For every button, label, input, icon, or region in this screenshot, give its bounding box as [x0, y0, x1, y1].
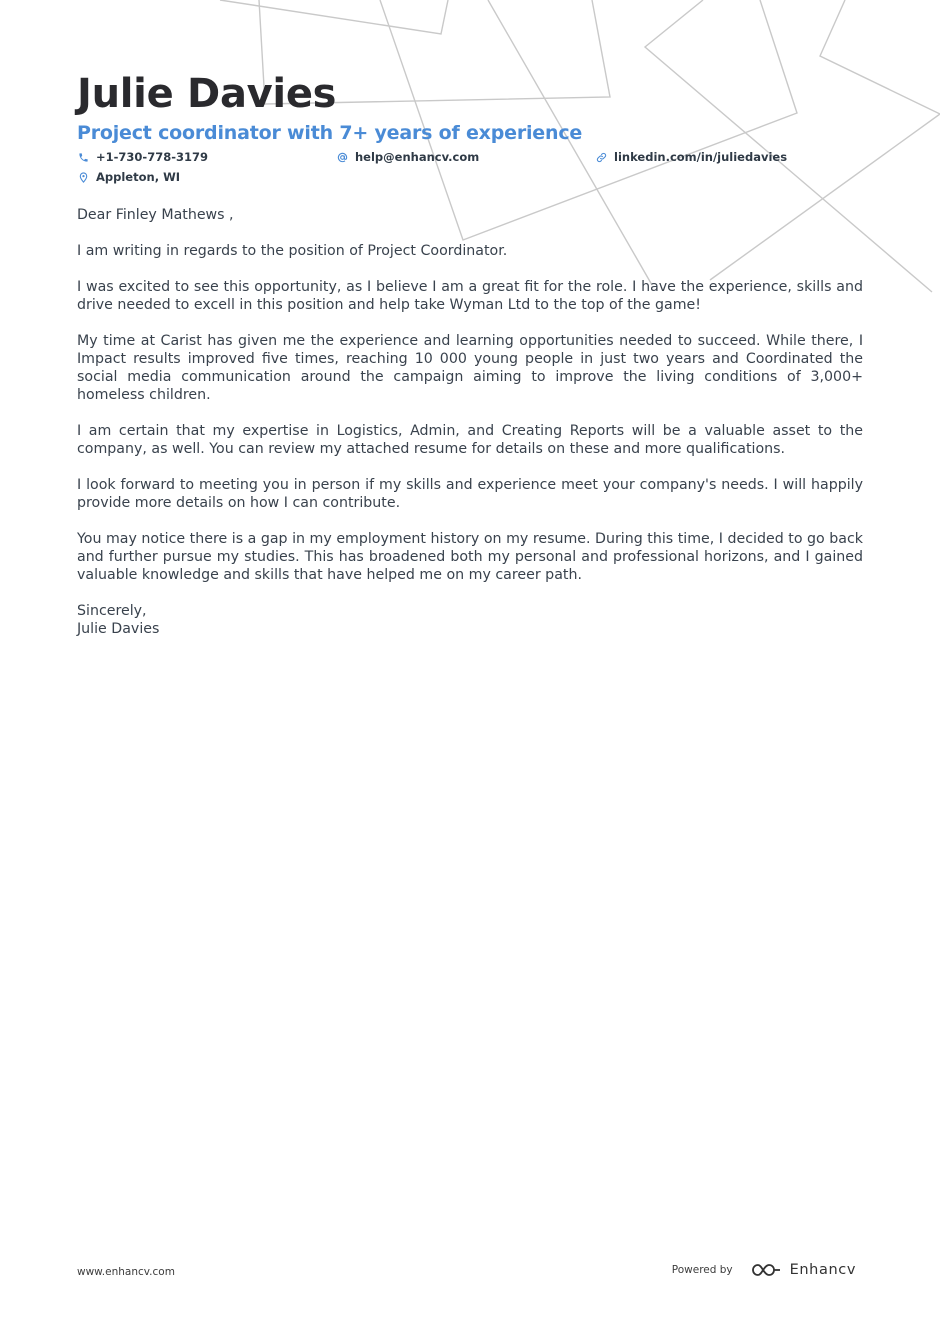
link-icon	[595, 151, 607, 163]
at-icon	[336, 151, 348, 163]
letter-paragraph: You may notice there is a gap in my employment history on my resume. During this time, I decided to go back and further pursue my studies. This has broadened both my personal and professional horizons, and I gained valuable knowledge and skills that have helped me on my career path.	[77, 531, 863, 583]
letter-paragraph: My time at Carist has given me the experience and learning opportunities needed to succeed. While there, I Impact results improved five times, reaching 10 000 young people in just two years and Coordinated the social media communication around the campaign aiming to improve the living conditions of 3,000+ homeless children.	[77, 333, 863, 403]
location-text: Appleton, WI	[96, 170, 181, 184]
brand-name: Enhancv	[789, 1262, 856, 1278]
letter-paragraph: I am certain that my expertise in Logistics, Admin, and Creating Reports will be a valuable asset to the company, as well. You can review my attached resume for details on these and more qualifications.	[77, 423, 863, 457]
powered-by-label: Powered by	[671, 1264, 733, 1276]
letter-closing: Sincerely,	[77, 603, 147, 619]
letter-header	[77, 70, 867, 192]
contact-email[interactable]	[336, 150, 479, 164]
applicant-name: Julie Davies	[77, 71, 337, 117]
powered-by-brand[interactable]	[672, 1262, 856, 1278]
letter-body	[77, 206, 863, 638]
letter-paragraph: I was excited to see this opportunity, as I believe I am a great fit for the role. I have the experience, skills and drive needed to excell in this position and help take Wyman Ltd to the top of the game!	[77, 279, 863, 313]
contact-linkedin[interactable]	[595, 150, 787, 164]
email-text: help@enhancv.com	[355, 150, 480, 164]
letter-signature: Julie Davies	[77, 621, 160, 637]
letter-greeting: Dear Finley Mathews ,	[77, 207, 234, 223]
page-footer	[77, 1262, 856, 1282]
contact-location	[77, 170, 180, 184]
contact-info	[77, 150, 867, 192]
enhancv-logo-icon	[751, 1262, 783, 1278]
footer-website-link[interactable]: www.enhancv.com	[77, 1266, 175, 1278]
contact-phone[interactable]	[77, 150, 208, 164]
phone-icon	[77, 151, 89, 163]
letter-paragraph: I am writing in regards to the position of Project Coordinator.	[77, 243, 508, 259]
letter-paragraph: I look forward to meeting you in person if my skills and experience meet your company's needs. I will happily provide more details on how I can contribute.	[77, 477, 863, 511]
applicant-tagline: Project coordinator with 7+ years of experience	[77, 122, 583, 144]
phone-text: +1-730-778-3179	[96, 150, 208, 164]
location-pin-icon	[77, 171, 89, 183]
linkedin-text: linkedin.com/in/juliedavies	[614, 150, 788, 164]
brand-logo	[751, 1262, 856, 1278]
